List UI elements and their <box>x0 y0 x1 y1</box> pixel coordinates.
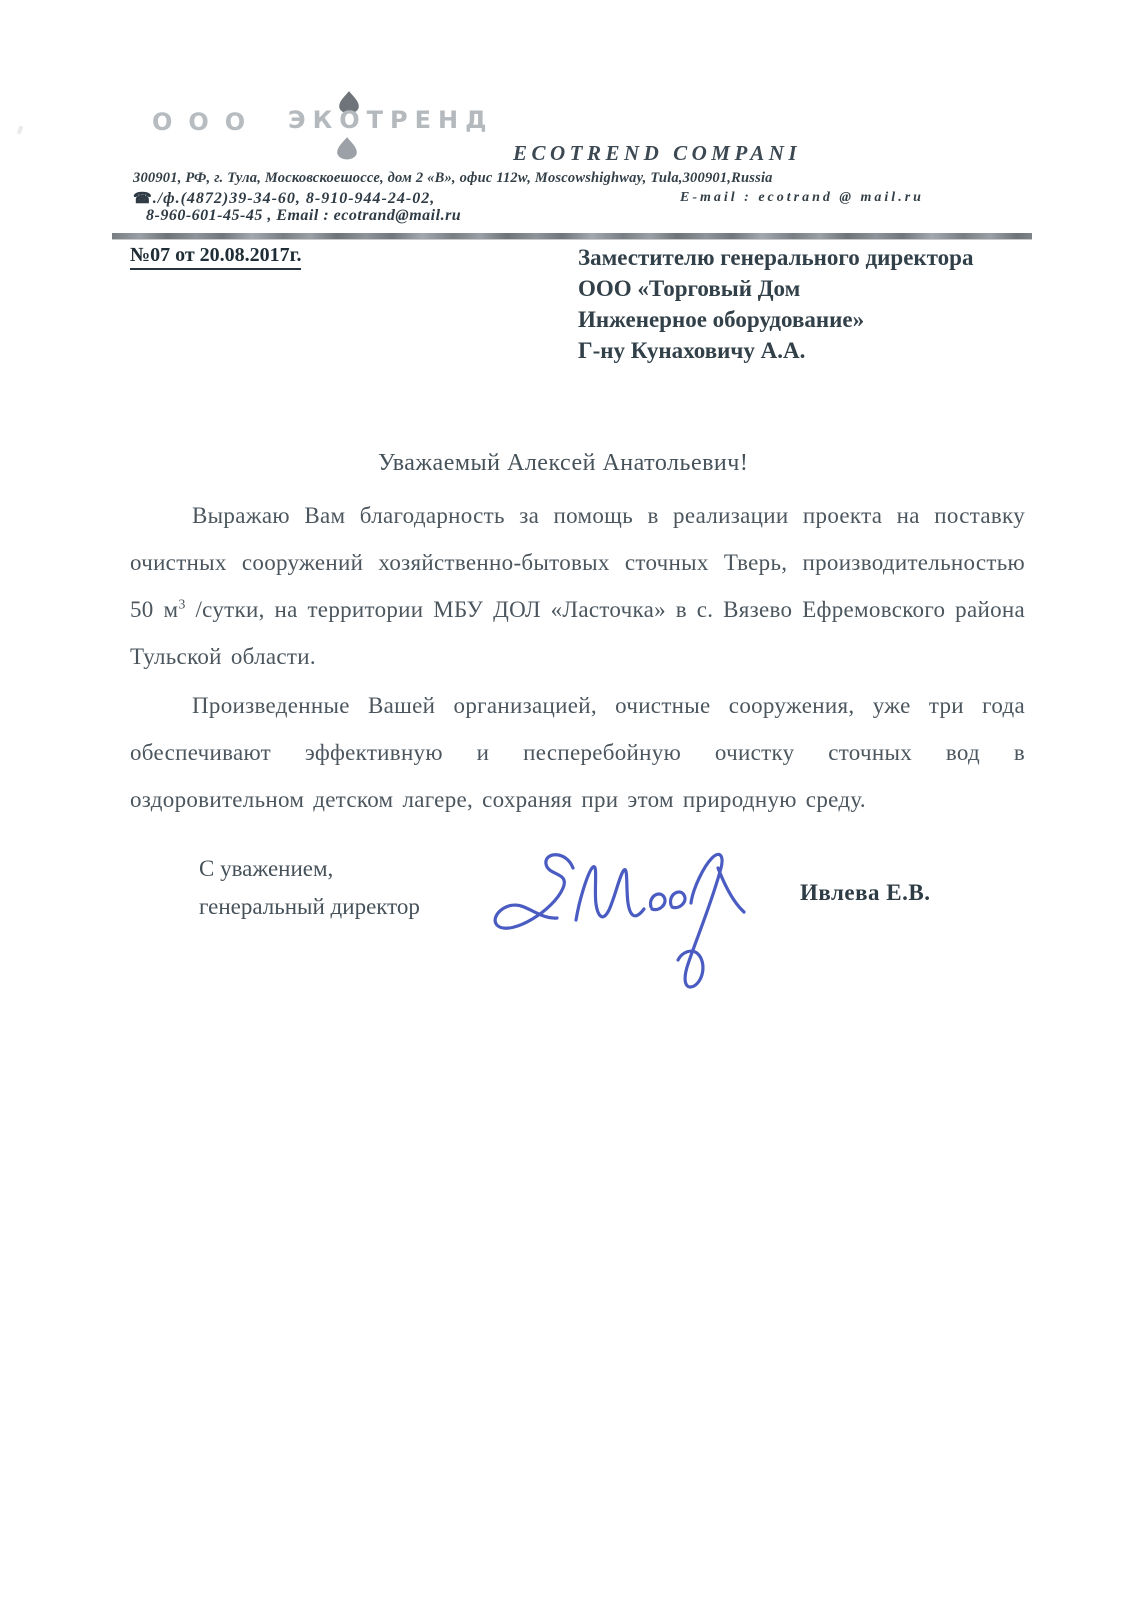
addressee-line: ООО «Торговый Дом <box>578 276 801 301</box>
addressee-block <box>578 242 973 366</box>
scan-artifact <box>17 126 23 135</box>
addressee-line: Заместителю генерального директора <box>578 245 974 270</box>
email-address: E-mail : ecotrand @ mail.ru <box>680 190 924 205</box>
addressee-line: Г-ну Кунаховичу А.А. <box>578 338 806 363</box>
phone-numbers: ./ф.(4872)39-34-60, 8-910-944-24-02, <box>152 190 436 207</box>
logo-brand-text: ЭКОТРЕНД <box>288 106 494 134</box>
company-name: ECOTREND COMPANI <box>513 141 802 165</box>
leaf-icon <box>336 136 358 160</box>
paragraph-text: /сутки, на территории МБУ ДОЛ «Ласточка» в с. Вязево Ефремовского района Тульской области. <box>130 597 1025 669</box>
closing-line: генеральный директор <box>199 894 420 919</box>
closing-line: С уважением, <box>199 856 334 881</box>
superscript-3: 3 <box>178 597 186 613</box>
phone-line-2: 8-960-601-45-45 , Email : ecotrand@mail.ru <box>146 207 462 224</box>
paragraph-text: Выражаю Вам благодарность за помощь в реализации проекта на поставку очистных сооружений хозяйственно-бытовых сточных Тверь, производительностью 50 м <box>130 503 1025 622</box>
body-paragraph-1 <box>130 492 1025 680</box>
signature-ink <box>478 838 758 993</box>
reference-number: №07 от 20.08.2017г. <box>130 244 301 270</box>
addressee-line: Инженерное оборудование» <box>578 307 865 332</box>
company-address: 300901, РФ, г. Тула, Московскоешоссе, дом 2 «В», офис 112w, Moscowshighway, Tula,300901,Russia <box>133 170 773 186</box>
body-paragraph-2: Произведенные Вашей организацией, очистные сооружения, уже три года обеспечивают эффективную и песперебойную очистку сточных вод в оздоровительном детском лагере, сохраняя при этом природную среду. <box>130 693 1025 812</box>
signer-name: Ивлева Е.В. <box>800 880 931 905</box>
letterhead-divider <box>112 233 1032 239</box>
logo-ooo-text: ООО <box>152 108 262 136</box>
closing-block <box>199 850 420 926</box>
phone-icon: ☎ <box>133 191 152 207</box>
salutation: Уважаемый Алексей Анатольевич! <box>378 450 749 476</box>
phone-line-1 <box>133 189 435 208</box>
